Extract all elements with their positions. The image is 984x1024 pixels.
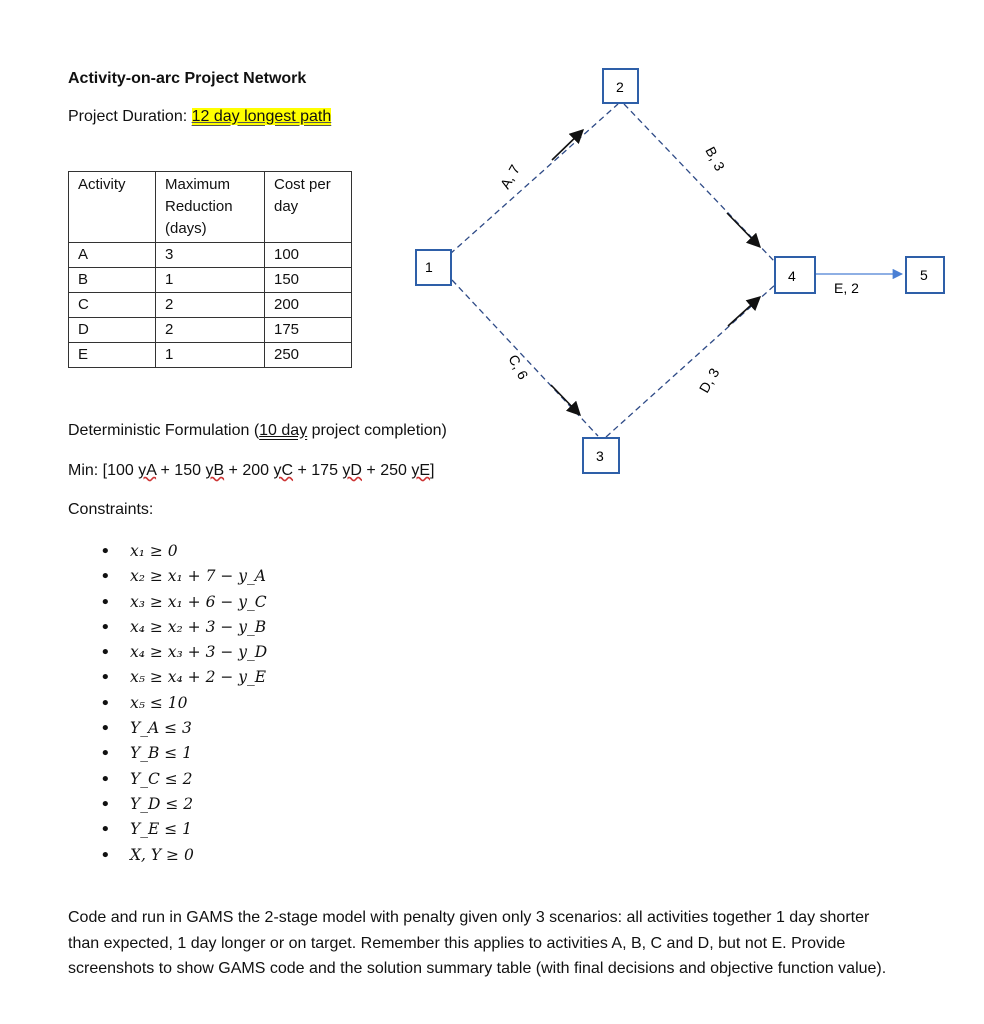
cell-max-reduction: 2: [156, 318, 265, 343]
list-item: • Y_C ≤ 2: [100, 767, 267, 792]
constraints-label: Constraints:: [68, 501, 154, 518]
node-2-label: 2: [616, 79, 624, 95]
cell-activity: B: [69, 268, 156, 293]
list-item: • x₁ ≥ 0: [100, 539, 267, 564]
obj-part: ]: [430, 462, 435, 479]
obj-part: + 175: [293, 462, 343, 479]
page-title: Activity-on-arc Project Network: [68, 70, 307, 87]
list-item: • x₂ ≥ x₁ + 7 − y_A: [100, 564, 267, 589]
instructions-paragraph: Code and run in GAMS the 2-stage model with penalty given only 3 scenarios: all activities together 1 day shorter than expected, 1 day longer or on target. Remember this applies to activities A, B, C and D, but not E. Provide screenshots to show GAMS code and the solution summary table (with final decisions and objective function value).: [68, 909, 887, 977]
obj-var-ya: yA: [138, 462, 157, 479]
header-cost: Cost per day: [265, 172, 352, 243]
list-item: • x₄ ≥ x₂ + 3 − y_B: [100, 615, 267, 640]
arc-a-arrow: [552, 130, 583, 160]
cell-activity: D: [69, 318, 156, 343]
cell-max-reduction: 3: [156, 243, 265, 268]
arc-e-label: E, 2: [834, 280, 859, 296]
arc-c-label: C, 6: [505, 351, 532, 383]
arc-a-label: A, 7: [496, 161, 524, 192]
obj-var-yd: yD: [342, 462, 362, 479]
obj-var-yb: yB: [205, 462, 225, 479]
arc-d-line: [606, 284, 776, 437]
header-max-reduction: Maximum Reduction (days): [156, 172, 265, 243]
obj-part: + 250: [361, 462, 412, 479]
cell-cost: 200: [265, 293, 352, 318]
cell-cost: 150: [265, 268, 352, 293]
objective-function: [68, 462, 434, 480]
duration-label: Project Duration:: [68, 108, 192, 125]
obj-part: Min: [100: [68, 462, 139, 479]
list-item: • Y_E ≤ 1: [100, 817, 267, 842]
cell-max-reduction: 1: [156, 343, 265, 368]
cell-max-reduction: 2: [156, 293, 265, 318]
node-1-box: [416, 250, 451, 285]
list-item: • X, Y ≥ 0: [100, 843, 267, 868]
formulation-heading-prefix: Deterministic Formulation (: [68, 422, 260, 439]
list-item: • x₅ ≤ 10: [100, 691, 267, 716]
header-activity: Activity: [69, 172, 156, 243]
arc-a-line: [450, 104, 618, 254]
list-item: • x₄ ≥ x₃ + 3 − y_D: [100, 640, 267, 665]
cell-activity: E: [69, 343, 156, 368]
list-item: • x₅ ≥ x₄ + 2 − y_E: [100, 665, 267, 690]
cell-cost: 175: [265, 318, 352, 343]
list-item: • Y_A ≤ 3: [100, 716, 267, 741]
cell-activity: A: [69, 243, 156, 268]
cell-activity: C: [69, 293, 156, 318]
arc-b-label: B, 3: [702, 143, 729, 174]
formulation-heading: [68, 422, 447, 440]
arc-c-arrow: [551, 385, 580, 415]
node-5-label: 5: [920, 267, 928, 283]
cell-max-reduction: 1: [156, 268, 265, 293]
obj-part: + 150: [156, 462, 206, 479]
obj-var-yc: yC: [273, 462, 294, 479]
arc-d-arrow: [728, 297, 760, 326]
list-item: • Y_B ≤ 1: [100, 741, 267, 766]
dashed-arcs: [450, 104, 776, 437]
constraints-list: [100, 539, 267, 868]
obj-var-ye: yE: [411, 462, 431, 479]
arc-d-label: D, 3: [695, 365, 723, 396]
list-item: • Y_D ≤ 2: [100, 792, 267, 817]
duration-value: 12 day longest path: [191, 108, 332, 125]
arc-c-line: [452, 280, 598, 436]
arc-b-arrow: [727, 213, 760, 247]
cell-cost: 100: [265, 243, 352, 268]
formulation-heading-underlined: 10 day: [259, 422, 308, 439]
node-4-label: 4: [788, 268, 796, 284]
obj-part: + 200: [224, 462, 274, 479]
list-item: • x₃ ≥ x₁ + 6 − y_C: [100, 590, 267, 615]
formulation-heading-suffix: project completion): [307, 422, 447, 439]
node-3-label: 3: [596, 448, 604, 464]
node-1-label: 1: [425, 259, 433, 275]
cell-cost: 250: [265, 343, 352, 368]
